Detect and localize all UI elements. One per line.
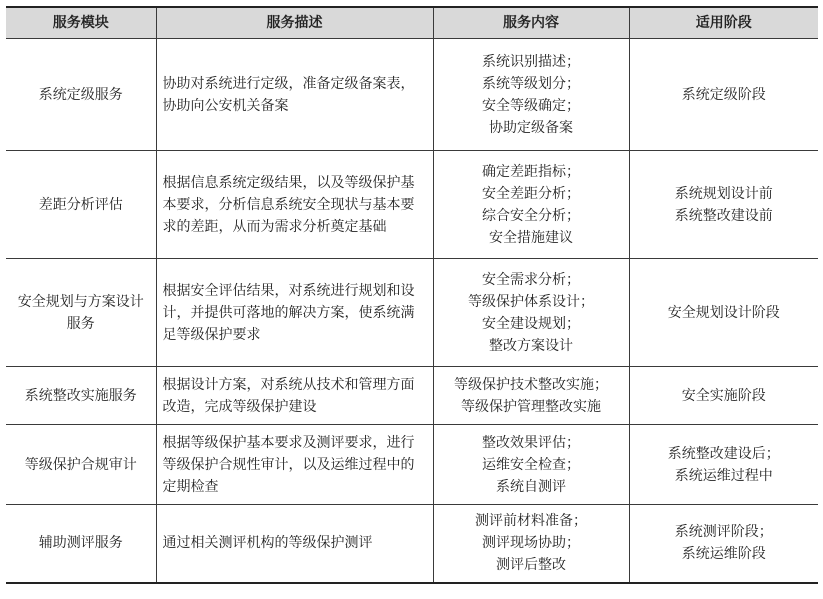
table-row <box>6 259 818 367</box>
cell-module: 等级保护合规审计 <box>6 425 156 505</box>
cell-module: 系统整改实施服务 <box>6 367 156 425</box>
cell-description: 根据安全评估结果，对系统进行规划和设计，并提供可落地的解决方案，使系统满足等级保护要求 <box>156 259 433 367</box>
cell-module: 安全规划与方案设计服务 <box>6 259 156 367</box>
content-item: 等级保护体系设计； <box>468 293 594 310</box>
stage-item: 安全规划设计阶段 <box>667 304 780 321</box>
content-item: 整改方案设计 <box>489 337 573 354</box>
content-item: 综合安全分析； <box>482 207 580 224</box>
content-item: 安全措施建议 <box>489 229 573 246</box>
service-table <box>6 6 818 584</box>
content-item: 等级保护管理整改实施 <box>461 398 601 415</box>
cell-content <box>433 505 629 583</box>
cell-content <box>433 39 629 151</box>
header-content: 服务内容 <box>433 7 629 39</box>
content-item: 系统等级划分； <box>482 75 580 92</box>
cell-module: 系统定级服务 <box>6 39 156 151</box>
cell-description: 协助对系统进行定级，准备定级备案表，协助向公安机关备案 <box>156 39 433 151</box>
content-item: 安全需求分析； <box>482 271 580 288</box>
header-description: 服务描述 <box>156 7 433 39</box>
content-item: 确定差距指标； <box>482 163 580 180</box>
cell-stage <box>629 505 818 583</box>
cell-content <box>433 151 629 259</box>
content-item: 运维安全检查； <box>482 456 580 473</box>
table-header <box>6 7 818 39</box>
cell-stage <box>629 425 818 505</box>
cell-description: 根据等级保护基本要求及测评要求，进行等级保护合规性审计，以及运维过程中的定期检查 <box>156 425 433 505</box>
cell-stage <box>629 39 818 151</box>
cell-stage <box>629 259 818 367</box>
content-item: 等级保护技术整改实施； <box>454 376 608 393</box>
cell-stage <box>629 151 818 259</box>
cell-module: 差距分析评估 <box>6 151 156 259</box>
table-row <box>6 505 818 583</box>
cell-content <box>433 259 629 367</box>
content-item: 安全等级确定； <box>482 97 580 114</box>
stage-item: 系统整改建设前 <box>674 207 773 224</box>
content-item: 测评后整改 <box>496 557 566 574</box>
header-module: 服务模块 <box>6 7 156 39</box>
cell-content <box>433 367 629 425</box>
stage-item: 系统运维阶段 <box>681 546 766 563</box>
content-item: 安全差距分析； <box>482 185 580 202</box>
cell-module: 辅助测评服务 <box>6 505 156 583</box>
stage-item: 系统定级阶段 <box>681 86 766 103</box>
table-row <box>6 151 818 259</box>
stage-item: 系统规划设计前 <box>674 185 773 202</box>
cell-content <box>433 425 629 505</box>
stage-item: 安全实施阶段 <box>681 387 766 404</box>
content-item: 协助定级备案 <box>489 119 573 136</box>
header-stage: 适用阶段 <box>629 7 818 39</box>
content-item: 系统识别描述； <box>482 53 580 70</box>
cell-description: 根据信息系统定级结果，以及等级保护基本要求，分析信息系统安全现状与基本要求的差距，从而为需求分析奠定基础 <box>156 151 433 259</box>
table-row <box>6 425 818 505</box>
content-item: 测评现场协助； <box>482 535 580 552</box>
content-item: 测评前材料准备； <box>475 513 587 530</box>
header-row <box>6 7 818 39</box>
table-row <box>6 39 818 151</box>
content-item: 安全建设规划； <box>482 315 580 332</box>
cell-description: 通过相关测评机构的等级保护测评 <box>156 505 433 583</box>
cell-stage <box>629 367 818 425</box>
content-item: 整改效果评估； <box>482 434 580 451</box>
table-row <box>6 367 818 425</box>
stage-item: 系统测评阶段； <box>674 524 773 541</box>
stage-item: 系统整改建设后； <box>667 445 780 462</box>
cell-description: 根据设计方案，对系统从技术和管理方面改造，完成等级保护建设 <box>156 367 433 425</box>
content-item: 系统自测评 <box>496 478 566 495</box>
table-body <box>6 39 818 583</box>
stage-item: 系统运维过程中 <box>674 467 773 484</box>
